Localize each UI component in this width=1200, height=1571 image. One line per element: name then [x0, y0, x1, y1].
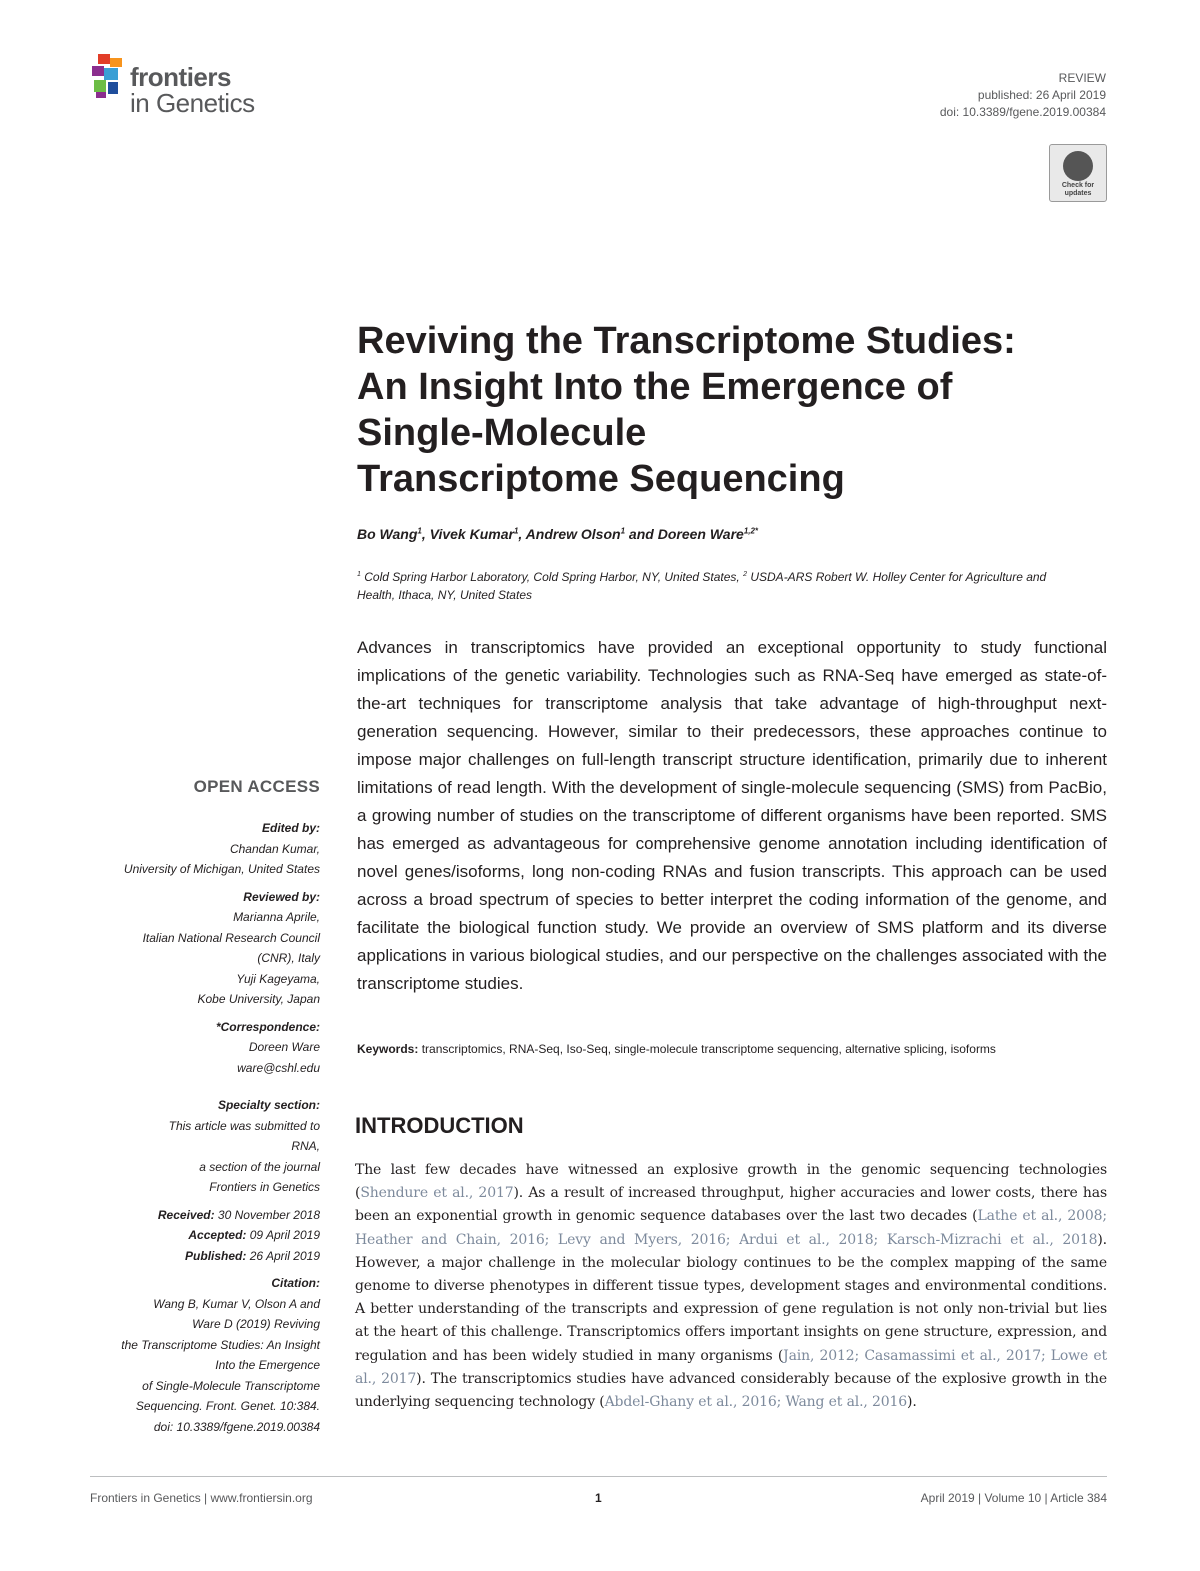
citation-line: Ware D (2019) Reviving: [192, 1317, 320, 1331]
correspondence-name: Doreen Ware: [248, 1040, 320, 1054]
citation-line: Wang B, Kumar V, Olson A and: [153, 1296, 320, 1311]
body-text: ). The transcriptomics studies have advanced considerably because of the explosive growth in the underlying sequencing technology (: [355, 1370, 1107, 1411]
citation-label: Citation:: [271, 1276, 320, 1290]
author-affil-sup: 1: [620, 526, 626, 536]
correspondence-label: *Correspondence:: [215, 1019, 320, 1034]
journal-logo: [90, 52, 280, 122]
reviewer-line: Italian National Research Council: [142, 930, 320, 945]
specialty-label: Specialty section:: [217, 1098, 320, 1112]
specialty-line: This article was submitted to: [168, 1118, 320, 1133]
footer-divider: [90, 1476, 1107, 1477]
footer-journal-link[interactable]: Frontiers in Genetics | www.frontiersin.org: [90, 1491, 313, 1505]
affil-sup: 2: [743, 571, 748, 578]
author-affil-sup: 1: [417, 526, 422, 536]
edited-by-label: Edited by:: [261, 821, 320, 835]
received-value: 30 November 2018: [214, 1207, 320, 1222]
title-line: Transcriptome Sequencing: [357, 458, 845, 500]
published-label: Published:: [185, 1248, 247, 1263]
title-line: An Insight Into the Emergence of: [357, 366, 953, 408]
reviewer-line: (CNR), Italy: [257, 951, 320, 965]
affiliations: [357, 566, 1077, 604]
published-date: published: 26 April 2019: [977, 88, 1106, 102]
introduction-paragraph: [355, 1159, 1107, 1414]
author-name[interactable]: Vivek Kumar: [429, 526, 514, 542]
editor-line: Chandan Kumar,: [229, 841, 320, 856]
update-icon: [1063, 151, 1093, 181]
citation-line: the Transcriptome Studies: An Insight: [121, 1337, 320, 1352]
article-title: [357, 318, 1097, 502]
reviewer-line: Kobe University, Japan: [197, 992, 320, 1006]
title-line: Single-Molecule: [357, 412, 647, 454]
reviewer-line: Marianna Aprile,: [233, 910, 320, 924]
published-date-side: [80, 1246, 320, 1267]
editor-line: University of Michigan, United States: [123, 862, 320, 876]
author-affil-sup: 1: [513, 526, 519, 536]
citation-doi[interactable]: doi: 10.3389/fgene.2019.00384: [153, 1419, 320, 1434]
section-heading: INTRODUCTION: [355, 1113, 524, 1138]
open-access-label: OPEN ACCESS: [193, 777, 320, 796]
doi[interactable]: doi: 10.3389/fgene.2019.00384: [939, 105, 1106, 119]
received-label: Received:: [157, 1207, 215, 1222]
specialty-line: RNA,: [291, 1139, 320, 1153]
body-text: ). As a result of increased throughput, higher accuracies and lower costs, there has been an exponential growth in genomic sequence databases over the last two decades (: [355, 1185, 1107, 1225]
author-name[interactable]: Andrew Olson: [525, 526, 621, 542]
affiliation-text: Cold Spring Harbor Laboratory, Cold Spring Harbor, NY, United States,: [360, 570, 744, 584]
badge-label: Check for updates: [1061, 182, 1095, 197]
citation-link[interactable]: Abdel-Ghany et al., 2016; Wang et al., 2016: [604, 1394, 908, 1411]
citation-line: Into the Emergence: [215, 1358, 320, 1372]
accepted-label: Accepted:: [188, 1228, 247, 1242]
page-number: 1: [595, 1491, 602, 1505]
author-affil-sup: 1,2*: [743, 526, 759, 536]
abstract: Advances in transcriptomics have provided an exceptional opportunity to study functional implications of the genetic variability. Technologies such as RNA-Seq have emerged as state-of-the-art techniques for transcriptome analysis that take advantage of high-throughput next-generation sequencing. However, similar to their predecessors, these approaches continue to impose major challenges on full-length transcript structure identification, primarily due to inherent limitations of read length. With the development of single-molecule sequencing (SMS) from PacBio, a growing number of studies on the transcriptome of different organisms have been reported. SMS has emerged as advantageous for comprehensive genome annotation including identification of novel genes/isoforms, long non-coding RNAs and fusion transcripts. This approach can be used across a broad spectrum of species to better interpret the coding information of the genome, and facilitate the biological function study. We provide an overview of SMS platform and its diverse applications in various biological studies, and our perspective on the challenges associated with the transcriptome studies.: [357, 638, 1107, 993]
body-text: The last few decades have witnessed an explosive growth in the genomic sequencing technologies (: [355, 1162, 1107, 1202]
received-date: [80, 1205, 320, 1226]
keywords-text: transcriptomics, RNA-Seq, Iso-Seq, single-molecule transcriptome sequencing, alternative splicing, isoforms: [418, 1042, 996, 1056]
title-line: Reviving the Transcriptome Studies:: [357, 320, 1016, 362]
affiliation-text: USDA-ARS Robert W. Holley Center for Agriculture and Health, Ithaca, NY, United States: [357, 570, 1047, 602]
author-name[interactable]: Doreen Ware: [657, 526, 744, 542]
reviewed-by-label: Reviewed by:: [243, 889, 320, 904]
specialty-line: a section of the journal: [199, 1159, 320, 1174]
accepted-value: 09 April 2019: [246, 1228, 320, 1242]
specialty-line: Frontiers in Genetics: [209, 1180, 320, 1194]
correspondence-email[interactable]: ware@cshl.edu: [237, 1060, 320, 1075]
author-list: [357, 526, 758, 542]
published-value: 26 April 2019: [246, 1248, 320, 1263]
keywords-label: Keywords:: [357, 1042, 419, 1056]
citation-link[interactable]: Shendure et al., 2017: [360, 1185, 514, 1202]
frontiers-logo-icon: [90, 52, 130, 100]
author-name[interactable]: Bo Wang: [357, 526, 418, 542]
reviewer-line: Yuji Kageyama,: [236, 971, 320, 986]
body-text: ).: [907, 1394, 917, 1411]
accepted-date: [80, 1225, 320, 1246]
citation-link[interactable]: Lathe et al., 2008; Heather and Chain, 2016; Levy and Myers, 2016; Ardui et al., 2018; Karsch-Mizrachi et al., 2018: [355, 1208, 1107, 1248]
article-header: [940, 70, 1106, 121]
logo-journal: in Genetics: [130, 88, 255, 118]
keywords: [357, 1040, 1107, 1059]
article-type: REVIEW: [1058, 71, 1106, 85]
check-for-updates-badge[interactable]: [1049, 144, 1107, 202]
citation-line: of Single-Molecule Transcriptome: [142, 1378, 320, 1393]
author-sep: and: [625, 526, 658, 542]
logo-brand: frontiers: [130, 62, 231, 92]
citation-line: Sequencing. Front. Genet. 10:384.: [135, 1399, 320, 1413]
affil-sup: 1: [357, 571, 361, 578]
footer-issue-info: April 2019 | Volume 10 | Article 384: [920, 1491, 1107, 1505]
citation-link[interactable]: Jain, 2012; Casamassimi et al., 2017; Lowe et al., 2017: [355, 1347, 1107, 1387]
author-sep: ,: [421, 526, 430, 542]
author-sep: ,: [518, 526, 526, 542]
body-text: ). However, a major challenge in the molecular biology continues to be the complex mapping of the same genome to diverse phenotypes in different tissue types, development stages and environmental conditions. A better understanding of the transcripts and expression of gene regulation is not only non-trivial but lies at the heart of this challenge. Transcriptomics offers important insights on gene structure, expression, and regulation and has been widely studied in many organisms (: [355, 1231, 1107, 1364]
article-info-sidebar: [80, 818, 320, 1437]
